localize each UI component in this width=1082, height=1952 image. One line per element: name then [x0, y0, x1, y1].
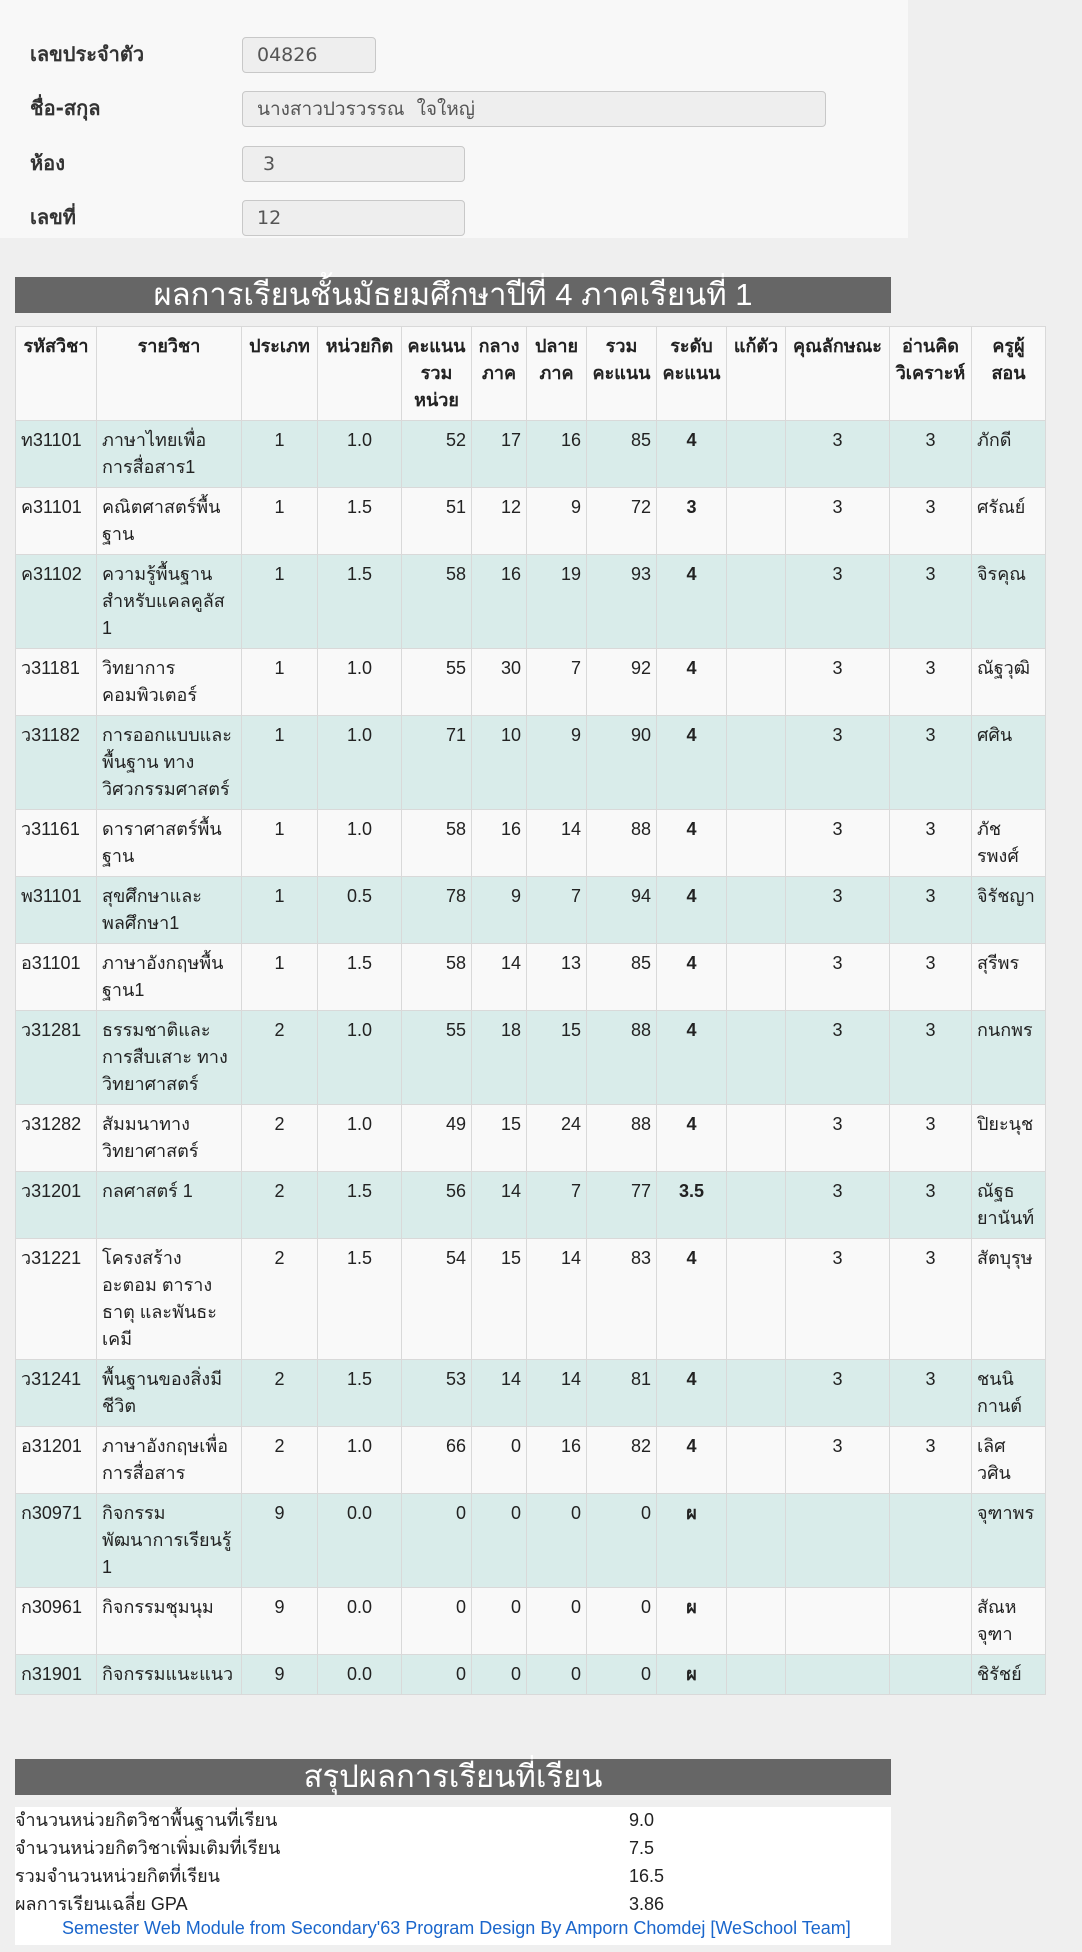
- cell-teacher: สัตบุรุษ: [972, 1239, 1046, 1360]
- cell-final: 0: [527, 1588, 587, 1655]
- cell-code: ว31281: [16, 1011, 97, 1105]
- table-row: [16, 1655, 1046, 1695]
- header-reading: อ่านคิดวิเคราะห์: [890, 327, 972, 421]
- header-total: รวมคะแนน: [587, 327, 657, 421]
- cell-trait: 3: [786, 944, 890, 1011]
- cell-teacher: จิรคุณ: [972, 555, 1046, 649]
- cell-midterm: 0: [472, 1494, 527, 1588]
- cell-final: 24: [527, 1105, 587, 1172]
- cell-teacher: ศรัณย์: [972, 488, 1046, 555]
- cell-unit-score: 0: [402, 1494, 472, 1588]
- cell-teacher: ศศิน: [972, 716, 1046, 810]
- summary-value: 7.5: [629, 1838, 655, 1858]
- cell-reading: [890, 1588, 972, 1655]
- table-row: [16, 421, 1046, 488]
- cell-midterm: 12: [472, 488, 527, 555]
- student-number-field[interactable]: 12: [242, 200, 465, 236]
- header-teacher: ครูผู้สอน: [972, 327, 1046, 421]
- student-info-panel: [0, 0, 908, 238]
- cell-teacher: เลิศ วศิน: [972, 1427, 1046, 1494]
- cell-midterm: 0: [472, 1427, 527, 1494]
- footer-credit-link[interactable]: Semester Web Module from Secondary'63 Program Design By Amporn Chomdej [WeSchool Team]: [62, 1918, 851, 1938]
- cell-midterm: 15: [472, 1239, 527, 1360]
- cell-unit-score: 66: [402, 1427, 472, 1494]
- table-header-row: [16, 327, 1046, 421]
- cell-trait: [786, 1655, 890, 1695]
- cell-total: 85: [587, 421, 657, 488]
- cell-type: 2: [242, 1427, 318, 1494]
- cell-final: 15: [527, 1011, 587, 1105]
- cell-unit-score: 71: [402, 716, 472, 810]
- cell-credit: 1.5: [318, 944, 402, 1011]
- cell-grade: 4: [657, 1427, 727, 1494]
- cell-final: 7: [527, 877, 587, 944]
- cell-code: อ31101: [16, 944, 97, 1011]
- cell-credit: 0.0: [318, 1588, 402, 1655]
- cell-code: ค31101: [16, 488, 97, 555]
- table-row: [16, 1588, 1046, 1655]
- cell-retake: [727, 1588, 786, 1655]
- cell-total: 0: [587, 1494, 657, 1588]
- cell-subject: ภาษาอังกฤษเพื่อการสื่อสาร: [97, 1427, 242, 1494]
- cell-teacher: จิรัชญา: [972, 877, 1046, 944]
- table-row: [16, 1239, 1046, 1360]
- cell-type: 2: [242, 1360, 318, 1427]
- cell-code: ว31161: [16, 810, 97, 877]
- cell-retake: [727, 1105, 786, 1172]
- header-retake: แก้ตัว: [727, 327, 786, 421]
- cell-final: 0: [527, 1494, 587, 1588]
- cell-subject: พื้นฐานของสิ่งมีชีวิต: [97, 1360, 242, 1427]
- cell-trait: 3: [786, 488, 890, 555]
- cell-type: 1: [242, 649, 318, 716]
- cell-grade: 4: [657, 1105, 727, 1172]
- cell-grade: 4: [657, 555, 727, 649]
- student-number-label: เลขที่: [30, 205, 76, 229]
- cell-reading: 3: [890, 1105, 972, 1172]
- cell-subject: กิจกรรมแนะแนว: [97, 1655, 242, 1695]
- cell-code: ก31901: [16, 1655, 97, 1695]
- cell-type: 1: [242, 421, 318, 488]
- cell-trait: 3: [786, 1427, 890, 1494]
- header-code: รหัสวิชา: [16, 327, 97, 421]
- cell-credit: 1.5: [318, 1239, 402, 1360]
- cell-trait: 3: [786, 1172, 890, 1239]
- summary-value: 16.5: [629, 1866, 665, 1886]
- cell-final: 13: [527, 944, 587, 1011]
- cell-trait: [786, 1588, 890, 1655]
- cell-teacher: ภักดี: [972, 421, 1046, 488]
- cell-code: ท31101: [16, 421, 97, 488]
- table-row: [16, 555, 1046, 649]
- cell-retake: [727, 488, 786, 555]
- cell-retake: [727, 716, 786, 810]
- table-row: [16, 810, 1046, 877]
- cell-final: 14: [527, 810, 587, 877]
- cell-retake: [727, 555, 786, 649]
- cell-midterm: 10: [472, 716, 527, 810]
- cell-reading: 3: [890, 716, 972, 810]
- cell-final: 7: [527, 649, 587, 716]
- header-type: ประเภท: [242, 327, 318, 421]
- header-trait: คุณลักษณะ: [786, 327, 890, 421]
- cell-code: ว31241: [16, 1360, 97, 1427]
- cell-unit-score: 78: [402, 877, 472, 944]
- cell-reading: [890, 1655, 972, 1695]
- cell-final: 9: [527, 716, 587, 810]
- cell-total: 85: [587, 944, 657, 1011]
- cell-final: 0: [527, 1655, 587, 1695]
- cell-unit-score: 54: [402, 1239, 472, 1360]
- cell-trait: 3: [786, 1105, 890, 1172]
- cell-subject: กิจกรรมชุมนุม: [97, 1588, 242, 1655]
- cell-teacher: ชิรัชย์: [972, 1655, 1046, 1695]
- cell-subject: ภาษาไทยเพื่อการสื่อสาร1: [97, 421, 242, 488]
- cell-trait: 3: [786, 1239, 890, 1360]
- cell-total: 92: [587, 649, 657, 716]
- header-midterm: กลางภาค: [472, 327, 527, 421]
- cell-teacher: ปิยะนุช: [972, 1105, 1046, 1172]
- table-row: [16, 1427, 1046, 1494]
- cell-midterm: 14: [472, 944, 527, 1011]
- cell-subject: ภาษาอังกฤษพื้นฐาน1: [97, 944, 242, 1011]
- cell-reading: 3: [890, 649, 972, 716]
- table-row: [16, 877, 1046, 944]
- cell-retake: [727, 944, 786, 1011]
- table-row: [16, 716, 1046, 810]
- cell-teacher: ณัฐธ ยานันท์: [972, 1172, 1046, 1239]
- cell-subject: คณิตศาสตร์พื้นฐาน: [97, 488, 242, 555]
- cell-unit-score: 58: [402, 555, 472, 649]
- table-row: [16, 1105, 1046, 1172]
- student-name-label: ชื่อ-สกุล: [30, 96, 101, 120]
- cell-teacher: ชนนิ กานต์: [972, 1360, 1046, 1427]
- cell-reading: 3: [890, 810, 972, 877]
- cell-unit-score: 52: [402, 421, 472, 488]
- cell-midterm: 18: [472, 1011, 527, 1105]
- cell-reading: 3: [890, 877, 972, 944]
- cell-credit: 1.0: [318, 810, 402, 877]
- cell-retake: [727, 877, 786, 944]
- table-row: [16, 1494, 1046, 1588]
- cell-credit: 0.5: [318, 877, 402, 944]
- cell-type: 2: [242, 1011, 318, 1105]
- cell-credit: 1.0: [318, 421, 402, 488]
- cell-grade: 4: [657, 877, 727, 944]
- cell-midterm: 16: [472, 555, 527, 649]
- cell-total: 88: [587, 810, 657, 877]
- cell-credit: 0.0: [318, 1494, 402, 1588]
- cell-unit-score: 58: [402, 810, 472, 877]
- cell-code: ก30961: [16, 1588, 97, 1655]
- cell-type: 2: [242, 1239, 318, 1360]
- cell-total: 77: [587, 1172, 657, 1239]
- cell-midterm: 14: [472, 1172, 527, 1239]
- cell-grade: 4: [657, 1011, 727, 1105]
- cell-grade: 3: [657, 488, 727, 555]
- cell-teacher: กนกพร: [972, 1011, 1046, 1105]
- cell-credit: 1.0: [318, 1427, 402, 1494]
- table-row: [16, 944, 1046, 1011]
- cell-grade: 4: [657, 1360, 727, 1427]
- cell-subject: ธรรมชาติและการสืบเสาะ ทางวิทยาศาสตร์: [97, 1011, 242, 1105]
- cell-final: 19: [527, 555, 587, 649]
- cell-retake: [727, 1360, 786, 1427]
- cell-type: 1: [242, 877, 318, 944]
- cell-grade: 4: [657, 944, 727, 1011]
- cell-grade: 4: [657, 1239, 727, 1360]
- cell-type: 1: [242, 555, 318, 649]
- cell-final: 9: [527, 488, 587, 555]
- cell-code: ก30971: [16, 1494, 97, 1588]
- cell-subject: กลศาสตร์ 1: [97, 1172, 242, 1239]
- cell-midterm: 0: [472, 1588, 527, 1655]
- table-row: [16, 488, 1046, 555]
- summary-value: 3.86: [629, 1894, 665, 1914]
- cell-unit-score: 55: [402, 649, 472, 716]
- cell-code: ว31282: [16, 1105, 97, 1172]
- cell-retake: [727, 421, 786, 488]
- table-row: [16, 1360, 1046, 1427]
- cell-trait: 3: [786, 555, 890, 649]
- summary-label: รวมจำนวนหน่วยกิตที่เรียน: [15, 1866, 220, 1886]
- cell-trait: 3: [786, 810, 890, 877]
- cell-total: 88: [587, 1011, 657, 1105]
- summary-label: ผลการเรียนเฉลี่ย GPA: [15, 1894, 188, 1914]
- summary-title: สรุปผลการเรียนที่เรียน: [15, 1759, 891, 1795]
- cell-retake: [727, 1494, 786, 1588]
- header-credit: หน่วยกิต: [318, 327, 402, 421]
- cell-credit: 1.0: [318, 1011, 402, 1105]
- cell-teacher: ภัช รพงศ์: [972, 810, 1046, 877]
- header-subject: รายวิชา: [97, 327, 242, 421]
- cell-teacher: สัณห จุฑา: [972, 1588, 1046, 1655]
- cell-trait: 3: [786, 716, 890, 810]
- cell-reading: 3: [890, 944, 972, 1011]
- header-grade: ระดับคะแนน: [657, 327, 727, 421]
- summary-label: จำนวนหน่วยกิตวิชาเพิ่มเติมที่เรียน: [15, 1838, 281, 1858]
- cell-total: 0: [587, 1655, 657, 1695]
- cell-reading: 3: [890, 1239, 972, 1360]
- cell-subject: วิทยาการคอมพิวเตอร์: [97, 649, 242, 716]
- cell-reading: [890, 1494, 972, 1588]
- cell-total: 81: [587, 1360, 657, 1427]
- cell-trait: 3: [786, 421, 890, 488]
- cell-type: 1: [242, 716, 318, 810]
- cell-total: 94: [587, 877, 657, 944]
- cell-trait: [786, 1494, 890, 1588]
- cell-trait: 3: [786, 1360, 890, 1427]
- cell-grade: ผ: [657, 1655, 727, 1695]
- cell-code: ว31201: [16, 1172, 97, 1239]
- summary-value: 9.0: [629, 1810, 655, 1830]
- grades-table: [15, 326, 1046, 1695]
- cell-reading: 3: [890, 488, 972, 555]
- cell-subject: การออกแบบและพื้นฐาน ทางวิศวกรรมศาสตร์: [97, 716, 242, 810]
- cell-subject: โครงสร้างอะตอม ตารางธาตุ และพันธะเคมี: [97, 1239, 242, 1360]
- student-id-field[interactable]: 04826: [242, 37, 376, 73]
- cell-midterm: 16: [472, 810, 527, 877]
- cell-unit-score: 0: [402, 1588, 472, 1655]
- header-final: ปลายภาค: [527, 327, 587, 421]
- cell-code: ว31181: [16, 649, 97, 716]
- cell-total: 0: [587, 1588, 657, 1655]
- cell-reading: 3: [890, 1011, 972, 1105]
- cell-total: 83: [587, 1239, 657, 1360]
- cell-unit-score: 53: [402, 1360, 472, 1427]
- cell-subject: ความรู้พื้นฐานสำหรับแคลคูลัส 1: [97, 555, 242, 649]
- cell-subject: สัมมนาทางวิทยาศาสตร์: [97, 1105, 242, 1172]
- cell-unit-score: 55: [402, 1011, 472, 1105]
- student-name-field[interactable]: นางสาวปวรวรรณ ใจใหญ่: [242, 91, 826, 127]
- cell-retake: [727, 1655, 786, 1695]
- room-field[interactable]: 3: [242, 146, 465, 182]
- cell-teacher: ณัฐวุฒิ: [972, 649, 1046, 716]
- cell-trait: 3: [786, 1011, 890, 1105]
- cell-retake: [727, 810, 786, 877]
- cell-midterm: 0: [472, 1655, 527, 1695]
- cell-reading: 3: [890, 1427, 972, 1494]
- cell-subject: กิจกรรมพัฒนาการเรียนรู้ 1: [97, 1494, 242, 1588]
- cell-reading: 3: [890, 555, 972, 649]
- room-label: ห้อง: [30, 151, 65, 175]
- cell-credit: 1.5: [318, 488, 402, 555]
- summary-label: จำนวนหน่วยกิตวิชาพื้นฐานที่เรียน: [15, 1810, 278, 1830]
- cell-retake: [727, 649, 786, 716]
- cell-credit: 1.0: [318, 716, 402, 810]
- cell-subject: สุขศึกษาและพลศึกษา1: [97, 877, 242, 944]
- cell-grade: ผ: [657, 1494, 727, 1588]
- table-row: [16, 1172, 1046, 1239]
- cell-credit: 1.5: [318, 1360, 402, 1427]
- cell-subject: ดาราศาสตร์พื้นฐาน: [97, 810, 242, 877]
- header-unit-score: คะแนนรวมหน่วย: [402, 327, 472, 421]
- cell-grade: 4: [657, 649, 727, 716]
- cell-grade: 4: [657, 716, 727, 810]
- cell-final: 16: [527, 1427, 587, 1494]
- cell-credit: 1.5: [318, 555, 402, 649]
- cell-retake: [727, 1239, 786, 1360]
- cell-unit-score: 56: [402, 1172, 472, 1239]
- cell-code: อ31201: [16, 1427, 97, 1494]
- cell-unit-score: 0: [402, 1655, 472, 1695]
- cell-teacher: สุรีพร: [972, 944, 1046, 1011]
- cell-type: 1: [242, 810, 318, 877]
- cell-total: 93: [587, 555, 657, 649]
- cell-code: ว31182: [16, 716, 97, 810]
- cell-reading: 3: [890, 1172, 972, 1239]
- cell-total: 90: [587, 716, 657, 810]
- cell-grade: 3.5: [657, 1172, 727, 1239]
- cell-credit: 1.0: [318, 649, 402, 716]
- cell-total: 88: [587, 1105, 657, 1172]
- cell-code: ว31221: [16, 1239, 97, 1360]
- cell-code: ค31102: [16, 555, 97, 649]
- cell-reading: 3: [890, 1360, 972, 1427]
- cell-midterm: 9: [472, 877, 527, 944]
- cell-credit: 1.5: [318, 1172, 402, 1239]
- cell-final: 14: [527, 1239, 587, 1360]
- cell-final: 16: [527, 421, 587, 488]
- cell-midterm: 14: [472, 1360, 527, 1427]
- cell-final: 7: [527, 1172, 587, 1239]
- results-title: ผลการเรียนชั้นมัธยมศึกษาปีที่ 4 ภาคเรียนที่ 1: [15, 277, 891, 313]
- cell-teacher: จุฑาพร: [972, 1494, 1046, 1588]
- cell-type: 2: [242, 1105, 318, 1172]
- cell-code: พ31101: [16, 877, 97, 944]
- cell-type: 2: [242, 1172, 318, 1239]
- cell-midterm: 30: [472, 649, 527, 716]
- cell-retake: [727, 1172, 786, 1239]
- cell-type: 9: [242, 1655, 318, 1695]
- student-id-label: เลขประจำตัว: [30, 42, 145, 66]
- cell-final: 14: [527, 1360, 587, 1427]
- cell-unit-score: 49: [402, 1105, 472, 1172]
- cell-type: 1: [242, 488, 318, 555]
- cell-type: 1: [242, 944, 318, 1011]
- cell-reading: 3: [890, 421, 972, 488]
- cell-type: 9: [242, 1494, 318, 1588]
- cell-trait: 3: [786, 877, 890, 944]
- table-row: [16, 649, 1046, 716]
- cell-trait: 3: [786, 649, 890, 716]
- cell-type: 9: [242, 1588, 318, 1655]
- cell-total: 82: [587, 1427, 657, 1494]
- cell-grade: 4: [657, 421, 727, 488]
- cell-total: 72: [587, 488, 657, 555]
- cell-credit: 1.0: [318, 1105, 402, 1172]
- cell-retake: [727, 1011, 786, 1105]
- cell-midterm: 17: [472, 421, 527, 488]
- table-row: [16, 1011, 1046, 1105]
- cell-grade: 4: [657, 810, 727, 877]
- cell-grade: ผ: [657, 1588, 727, 1655]
- cell-unit-score: 51: [402, 488, 472, 555]
- cell-midterm: 15: [472, 1105, 527, 1172]
- cell-credit: 0.0: [318, 1655, 402, 1695]
- cell-unit-score: 58: [402, 944, 472, 1011]
- cell-retake: [727, 1427, 786, 1494]
